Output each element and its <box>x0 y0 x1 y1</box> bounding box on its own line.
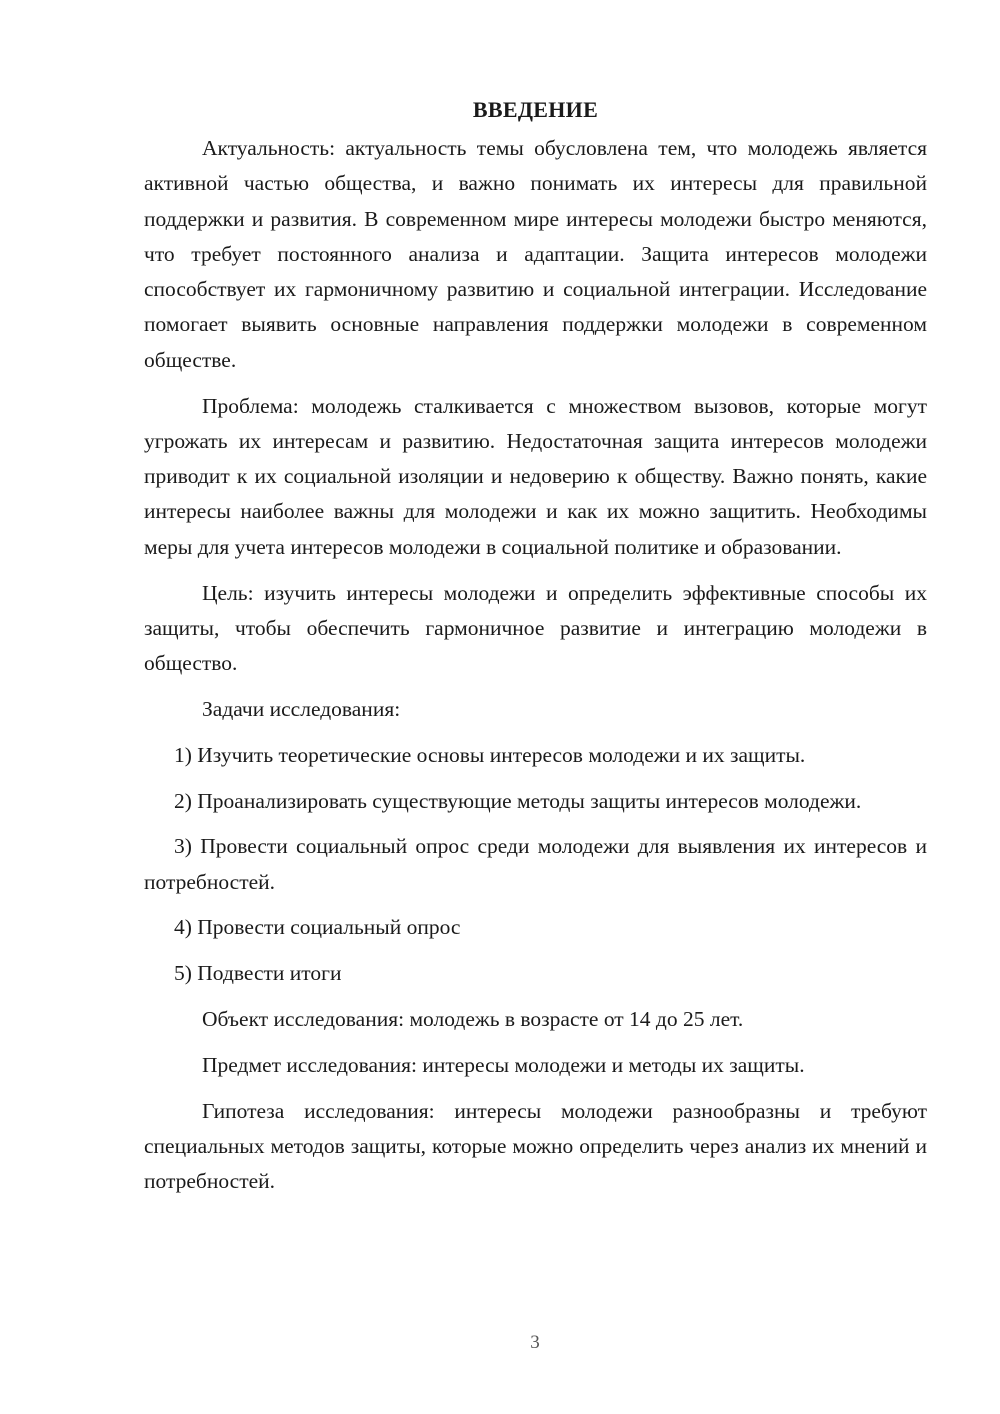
paragraph-goal: Цель: изучить интересы молодежи и определить эффективные способы их защиты, чтобы обеспечить гармоничное развитие и интеграцию молодежи в общество. <box>144 580 927 676</box>
list-item: 1) Изучить теоретические основы интересов молодежи и их защиты. <box>174 742 806 767</box>
paragraph-subject: Предмет исследования: интересы молодежи и методы их защиты. <box>202 1052 805 1077</box>
paragraph-hypothesis: Гипотеза исследования: интересы молодежи разнообразны и требуют специальных методов защиты, которые можно определить через анализ их мнений и потребностей. <box>144 1098 927 1194</box>
paragraph-problem: Проблема: молодежь сталкивается с множеством вызовов, которые могут угрожать их интересам и развитию. Недостаточная защита интересов молодежи приводит к их социальной изоляции и недоверию к обществу. Важно понять, какие интересы наиболее важны для молодежи и как их можно защитить. Необходимы меры для учета интересов молодежи в социальной политике и образовании. <box>144 393 927 559</box>
tasks-list <box>144 738 927 992</box>
tasks-heading: Задачи исследования: <box>202 696 401 721</box>
paragraph-object: Объект исследования: молодежь в возрасте от 14 до 25 лет. <box>202 1007 744 1032</box>
paragraph-relevance: Актуальность: актуальность темы обусловлена тем, что молодежь является активной частью общества, и важно понимать их интересы для правильной поддержки и развития. В современном мире интересы молодежи быстро меняются, что требует постоянного анализа и адаптации. Защита интересов молодежи способствует их гармоничному развитию и социальной интеграции. Исследование помогает выявить основные направления поддержки молодежи в современном обществе. <box>144 136 927 372</box>
list-item: 4) Провести социальный опрос <box>174 915 461 940</box>
page-title: ВВЕДЕНИЕ <box>472 97 599 122</box>
page-number: 3 <box>530 1332 540 1353</box>
list-item: 5) Подвести итоги <box>174 961 342 986</box>
list-item: 3) Провести социальный опрос среди молодежи для выявления их интересов и потребностей. <box>144 834 927 894</box>
list-item: 2) Проанализировать существующие методы защиты интересов молодежи. <box>174 788 862 813</box>
document-page <box>144 92 927 1210</box>
